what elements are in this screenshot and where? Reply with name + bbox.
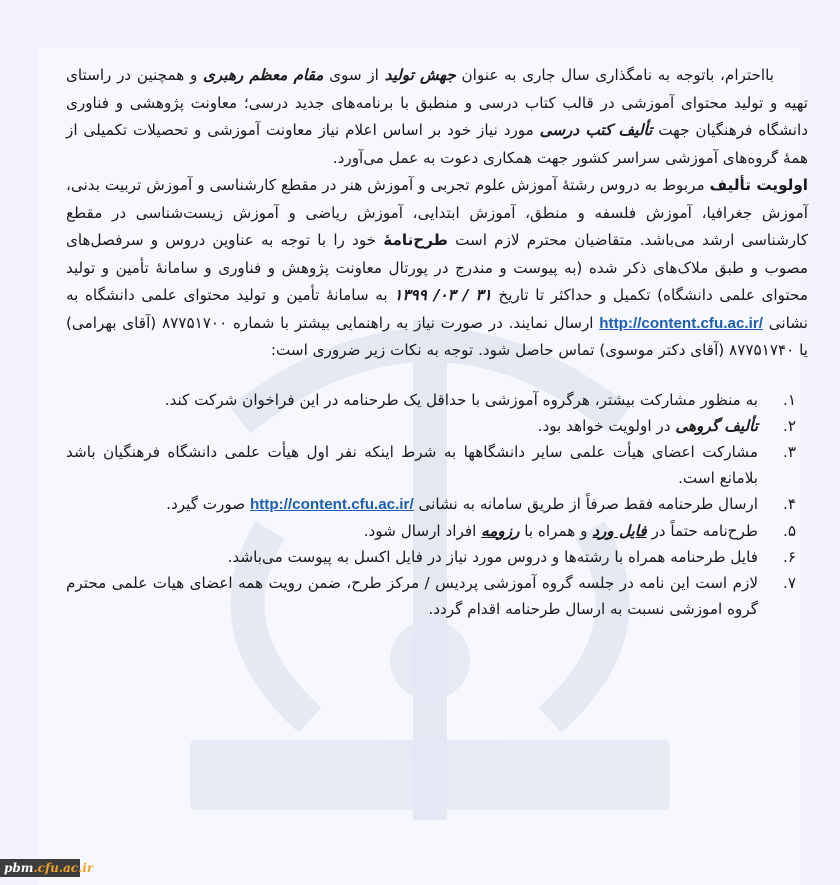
intro-text: بااحترام، باتوجه به نامگذاری سال جاری به عنوان — [455, 66, 774, 84]
deadline-date: ۳۱ / ۰۳/ ۱۳۹۹ — [394, 286, 492, 304]
badge-text-domain: .cfu.ac.ir — [33, 861, 94, 875]
emphasis-resume: رزومه — [481, 521, 520, 540]
emphasis-group-authoring: تألیف گروهی — [675, 416, 758, 435]
content-portal-link[interactable]: http://content.cfu.ac.ir/ — [599, 314, 763, 332]
note-marker: ۴. — [783, 494, 796, 513]
note-marker: ۲. — [783, 416, 796, 435]
note-text: مشارکت اعضای هیأت علمی سایر دانشگاهها به شرط اینکه نفر اول هیأت علمی دانشگاه فرهنگیان باشد بلامانع است. — [66, 442, 758, 487]
note-text: و همراه با — [519, 521, 593, 540]
note-text: در اولویت خواهد بود. — [537, 416, 676, 435]
note-marker: ۱. — [783, 390, 796, 409]
intro-text: و همچنین در راستای تهیه و تولید محتوای آموزشی در قالب کتاب درسی و منطبق با برنامه‌های جدید درسی؛ معاونت پژوهشی و فناوری دانشگاه فرهنگیان جهت — [66, 66, 808, 139]
notes-list — [66, 387, 808, 622]
note-text: افراد ارسال شود. — [363, 521, 482, 540]
site-watermark-badge — [0, 859, 94, 877]
intro-text: از سوی — [323, 66, 385, 84]
note-marker: ۵. — [783, 521, 796, 540]
emphasis-jahesh-tolid: جهش تولید — [384, 66, 456, 84]
spacer — [66, 365, 808, 387]
priority-text: مربوط به دروس رشتهٔ آموزش علوم تجربی و آموزش هنر در مقطع کارشناسی و آموزش تربیت بدنی، آموزش جغرافیا، آموزش فلسفه و منطق، آموزش ابتدایی، آموزش ریاضی و آموزش زیست‌شناسی در مقطع کارشناسی ارشد می‌باشد. متقاضیان محترم لازم است — [66, 176, 808, 249]
note-item-6 — [66, 544, 808, 570]
emphasis-proposal: طرح‌نامهٔ — [383, 231, 448, 249]
note-text: به منظور مشارکت بیشتر، هرگروه آموزشی با حداقل یک طرحنامه در این فراخوان شرکت کند. — [164, 390, 758, 409]
intro-text: مورد نیاز خود بر اساس اعلام نیاز معاونت آموزشی و تحصیلات تکمیلی از همهٔ گروه‌های آموزشی سراسر کشور جهت همکاری دعوت به عمل می‌آورد. — [66, 121, 808, 167]
note-item-2 — [66, 413, 808, 439]
note-item-1 — [66, 387, 808, 413]
note-text: ارسال طرحنامه فقط صرفاً از طریق سامانه به نشانی — [413, 494, 758, 513]
note-marker: ۳. — [783, 442, 796, 461]
priority-paragraph — [66, 172, 808, 365]
emphasis-textbook-authoring: تألیف کتب درسی — [539, 121, 653, 139]
emphasis-word-file: فایل ورد — [592, 521, 647, 540]
emphasis-leader: مقام معظم رهبری — [203, 66, 324, 84]
note-item-5 — [66, 518, 808, 544]
note-item-4 — [66, 491, 808, 518]
badge-text-pbm: pbm — [4, 861, 34, 875]
note-text: لازم است این نامه در جلسه گروه آموزشی پردیس / مرکز طرح، ضمن رویت همه اعضای هیات علمی محترم گروه اموزشی نسبت به ارسال طرحنامه اقدام گردد. — [66, 573, 758, 618]
note-marker: ۷. — [783, 573, 796, 592]
note-text: صورت گیرد. — [166, 494, 250, 513]
intro-paragraph — [66, 62, 808, 172]
emphasis-priority: اولویت تألیف — [709, 176, 808, 194]
note-item-7 — [66, 570, 808, 622]
letter-body — [66, 62, 808, 622]
priority-text: به سامانهٔ تأمین و تولید محتوای علمی دانشگاه به نشانی — [66, 286, 809, 332]
content-portal-link[interactable]: http://content.cfu.ac.ir/ — [249, 495, 414, 513]
note-marker: ۶. — [783, 547, 796, 566]
priority-text: ارسال نمایند. در صورت نیاز به راهنمایی بیشتر با شماره ۸۷۷۵۱۷۰۰ (آقای بهرامی) یا ۸۷۷۵۱۷۴۰ (آقای دکتر موسوی) تماس حاصل شود. توجه به نکات زیر ضروری است: — [66, 313, 808, 359]
note-item-3 — [66, 439, 808, 491]
priority-text: خود را با توجه به عناوین دروس و سرفصل‌های مصوب و طبق ملاک‌های ذکر شده (به پیوست و مندرج در پورتال معاونت پژوهش و فناوری و سامانهٔ تأمین و تولید محتوای علمی دانشگاه) تکمیل و حداکثر تا تاریخ — [66, 231, 808, 304]
note-text: طرح‌نامه حتماً در — [646, 521, 758, 540]
note-text: فایل طرحنامه همراه با رشته‌ها و دروس مورد نیاز در فایل اکسل به پیوست می‌باشد. — [227, 547, 758, 566]
